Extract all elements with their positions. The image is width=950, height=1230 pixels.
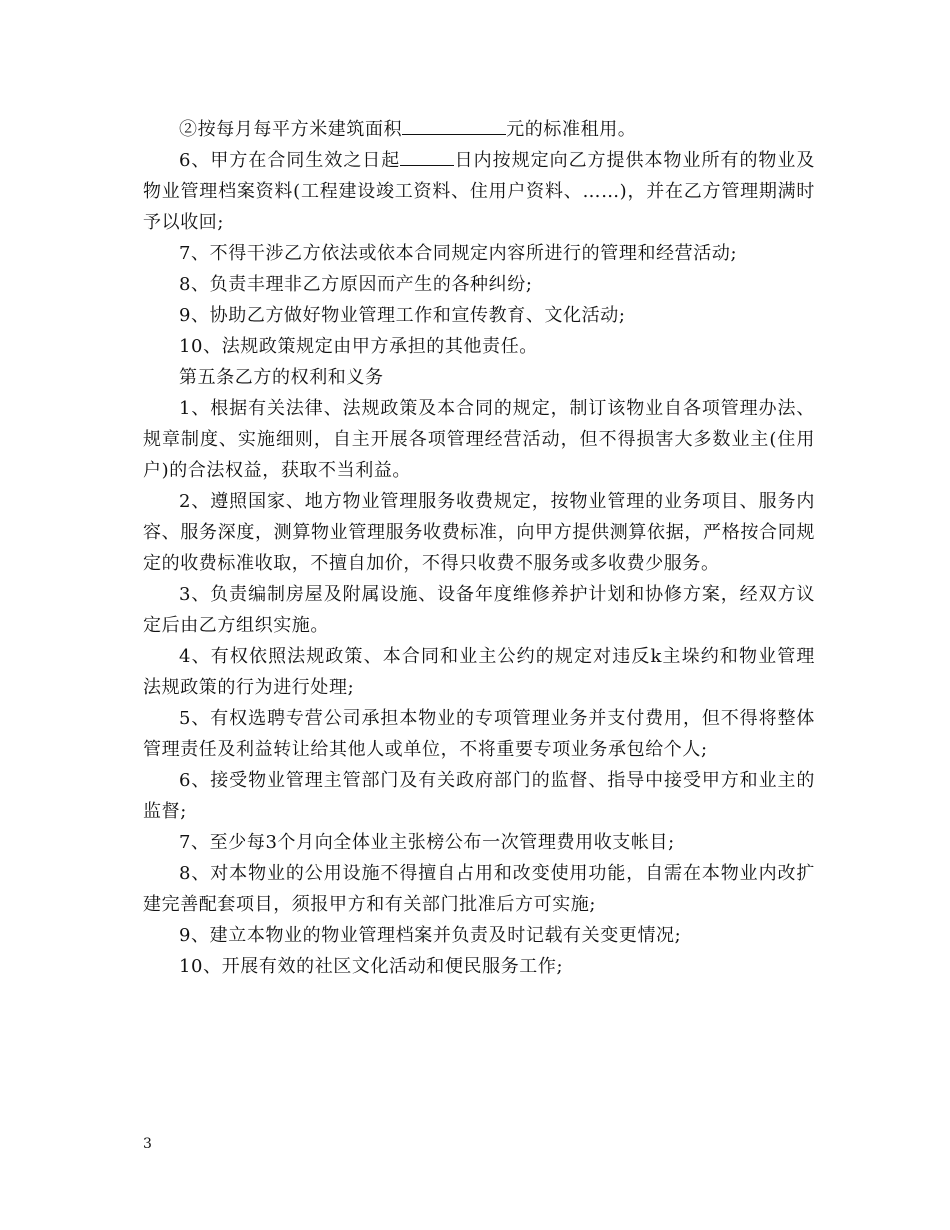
paragraph-dispute-handling: 8、负责丰理非乙方原因而产生的各种纠纷;: [179, 274, 533, 295]
paragraph-other-duties: 10、法规政策规定由甲方承担的其他责任。: [179, 336, 538, 357]
paragraph-management-rules: 1、根据有关法律、法规政策及本合同的规定，制订该物业自各项管理办法、规章制度、实施细则，自主开展各项管理经营活动，但不得损害大多数业主(住用户)的合法权益，获取不当利益。: [143, 398, 815, 481]
paragraph-assist-party-b: 9、协助乙方做好物业管理工作和宣传教育、文化活动;: [179, 305, 626, 326]
fill-in-blank: [402, 116, 506, 135]
paragraph-subcontracting: 5、有权选聘专营公司承担本物业的专项管理业务并支付费用，但不得将整体管理责任及利益转让给其他人或单位，不将重要专项业务承包给个人;: [143, 708, 815, 760]
paragraph-text: 6、甲方在合同生效之日起: [179, 150, 401, 171]
contract-body: [143, 114, 815, 982]
paragraph-violation-handling: 4、有权依照法规政策、本合同和业主公约的规定对违反k主垛约和物业管理法规政策的行为进行处理;: [143, 646, 815, 698]
paragraph-text: 日内按规定向乙方提供本物业所有的物业及物业管理档案资料(工程建设竣工资料、住用户资料、……)，并在乙方管理期满时予以收回;: [143, 150, 815, 233]
section-heading-article-5: 第五条乙方的权利和义务: [179, 367, 384, 388]
paragraph-text: 元的标准租用。: [506, 119, 637, 140]
paragraph-archive-records: 9、建立本物业的物业管理档案并负责及时记载有关变更情况;: [179, 925, 682, 946]
paragraph-rent-standard: [143, 114, 815, 145]
paragraph-no-interference: 7、不得干涉乙方依法或依本合同规定内容所进行的管理和经营活动;: [179, 243, 738, 264]
page-number: 3: [143, 1136, 152, 1152]
paragraph-public-facilities: 8、对本物业的公用设施不得擅自占用和改变使用功能，自需在本物业内改扩建完善配套项目，须报甲方和有关部门批准后方可实施;: [143, 863, 815, 915]
fill-in-blank: [400, 147, 454, 166]
paragraph-fee-standards: 2、遵照国家、地方物业管理服务收费规定，按物业管理的业务项目、服务内容、服务深度，测算物业管理服务收费标准，向甲方提供测算依据，严格按合同规定的收费标准收取，不擅自加价，不得只收费不服务或多收费少服务。: [143, 491, 815, 574]
paragraph-supervision: 6、接受物业管理主管部门及有关政府部门的监督、指导中接受甲方和业主的监督;: [143, 770, 815, 822]
paragraph-expense-disclosure: 7、至少每3个月向全体业主张榜公布一次管理费用收支帐目;: [179, 832, 675, 853]
paragraph-community-activities: 10、开展有效的社区文化活动和便民服务工作;: [179, 956, 564, 977]
paragraph-text: ②按每月每平方米建筑面积: [179, 119, 403, 140]
paragraph-archive-handover: [143, 145, 815, 238]
paragraph-maintenance-plan: 3、负责编制房屋及附属设施、设备年度维修养护计划和协修方案，经双方议定后由乙方组织实施。: [143, 584, 815, 636]
